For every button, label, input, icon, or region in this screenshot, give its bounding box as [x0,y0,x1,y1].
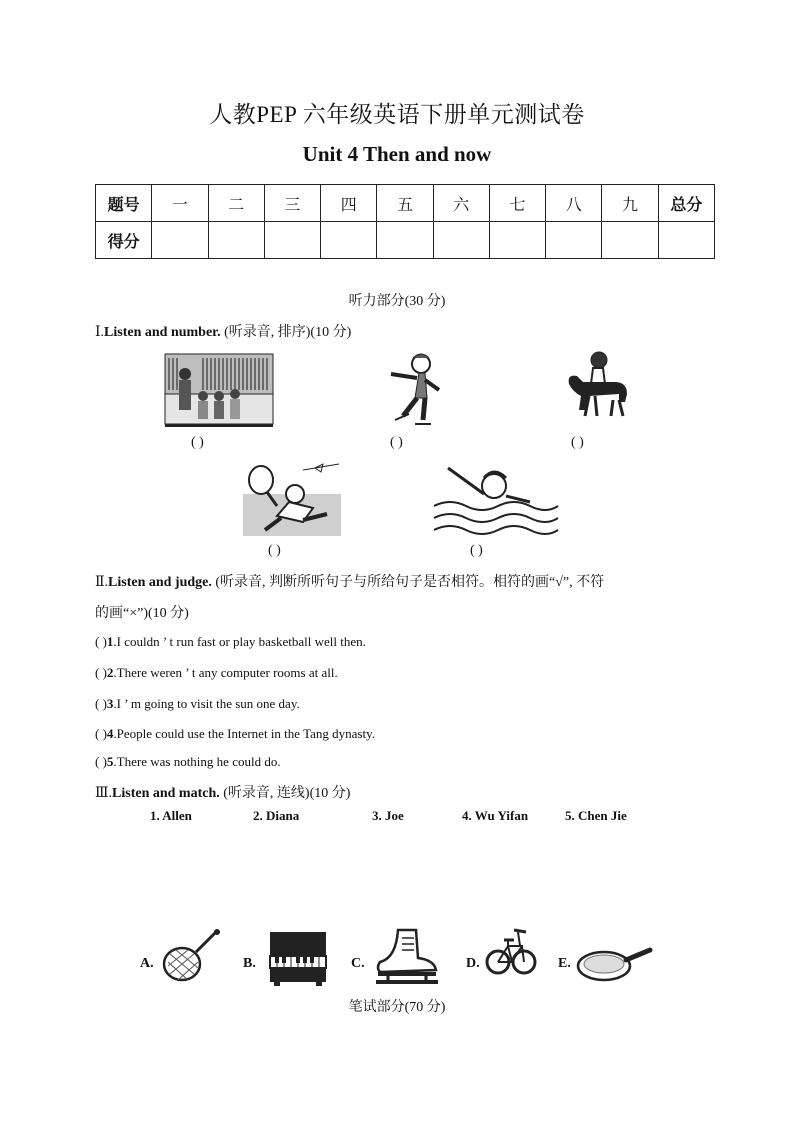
score-input-cell[interactable] [433,222,489,259]
score-table-cell: 三 [264,185,320,222]
judge-answer-blank[interactable]: ( ) [95,696,107,711]
part1-blank[interactable]: ( ) [571,435,584,450]
listening-section-heading: 听力部分(30 分) [348,294,446,309]
part2-heading [95,571,604,591]
ice-skate-icon[interactable] [372,928,442,986]
judge-sentence-number: 5 [106,754,114,769]
judge-sentence-text: .There weren ’ t any computer rooms at all. [113,665,338,680]
frying-pan-icon[interactable] [576,940,654,986]
option-label: E. [558,956,571,971]
judge-answer-blank[interactable]: ( ) [95,726,107,741]
match-name[interactable]: 4. Wu Yifan [462,808,529,823]
score-table-cell: 七 [489,185,545,222]
judge-answer-blank[interactable]: ( ) [95,754,107,769]
part2-instruction-line2: 的画“×”)(10 分) [95,606,189,621]
match-names-row [0,808,794,828]
score-table-cell: 八 [546,185,602,222]
match-name[interactable]: 1. Allen [150,808,192,823]
part1-blank[interactable]: ( ) [390,435,403,450]
judge-sentence [95,634,366,650]
option-label: D. [466,956,480,971]
judge-sentence [95,696,300,712]
score-table-header-row [96,185,715,222]
part1-heading [95,321,351,341]
bicycle-icon[interactable] [484,922,538,984]
badminton-player-icon [243,460,341,538]
option-label: C. [351,956,365,971]
part2-number: Ⅱ. [95,575,109,590]
judge-sentence-text: .I couldn ’ t run fast or play basketball well then. [113,634,366,649]
part1-title: Listen and number. [104,325,221,340]
judge-sentence [95,754,281,770]
badminton-racket-icon[interactable] [160,928,222,986]
score-table-cell: 四 [321,185,377,222]
page-subtitle: Unit 4 Then and now [302,142,492,166]
part3-instruction: (听录音, 连线)(10 分) [219,786,351,801]
score-table-cell: 总分 [658,185,714,222]
part1-instruction: (听录音, 排序)(10 分) [220,325,352,340]
judge-sentence-number: 4 [106,726,114,741]
part2-title: Listen and judge. [108,575,212,590]
judge-answer-blank[interactable]: ( ) [95,634,107,649]
written-section-heading: 笔试部分(70 分) [348,1000,446,1015]
score-input-cell[interactable] [658,222,714,259]
score-input-cell[interactable] [546,222,602,259]
part1-blank[interactable]: ( ) [191,435,204,450]
judge-sentence-number: 3 [106,696,114,711]
part1-number: Ⅰ. [95,325,105,340]
swimmer-icon [430,460,560,538]
judge-sentence [95,726,375,742]
score-table-cell: 六 [433,185,489,222]
score-input-cell[interactable] [377,222,433,259]
score-table [95,184,715,259]
match-name[interactable]: 5. Chen Jie [565,808,627,823]
score-table-cell: 二 [208,185,264,222]
score-table-cell: 一 [152,185,208,222]
part3-number: Ⅲ. [95,786,113,801]
judge-sentence-text: .I ’ m going to visit the sun one day. [113,696,300,711]
score-table-cell: 五 [377,185,433,222]
score-table-score-row [96,222,715,259]
part3-heading [95,782,350,802]
score-input-cell[interactable] [264,222,320,259]
ice-skater-icon [383,350,443,428]
match-name[interactable]: 3. Joe [372,808,404,823]
piano-icon[interactable] [266,930,330,986]
judge-answer-blank[interactable]: ( ) [95,665,107,680]
score-input-cell[interactable] [321,222,377,259]
score-input-cell[interactable] [208,222,264,259]
part1-blank[interactable]: ( ) [470,543,483,558]
match-name[interactable]: 2. Diana [253,808,300,823]
judge-sentence [95,665,338,681]
score-table-cell: 九 [602,185,658,222]
page-title: 人教PEP 六年级英语下册单元测试卷 [209,102,585,127]
option-label: B. [243,956,256,971]
score-row-label: 得分 [96,222,152,259]
part3-title: Listen and match. [112,786,220,801]
score-table-cell: 题号 [96,185,152,222]
judge-sentence-text: .People could use the Internet in the Tang dynasty. [113,726,375,741]
score-input-cell[interactable] [152,222,208,259]
judge-sentence-number: 1 [106,634,114,649]
option-label: A. [140,956,154,971]
horse-rider-icon [563,350,633,428]
judge-sentence-text: .There was nothing he could do. [113,754,281,769]
score-input-cell[interactable] [602,222,658,259]
part1-blank[interactable]: ( ) [268,543,281,558]
library-scene-icon [163,350,275,428]
part2-instruction-line1: (听录音, 判断所听句子与所给句子是否相符。相符的画“√”, 不符 [211,575,605,590]
judge-sentence-number: 2 [106,665,114,680]
score-input-cell[interactable] [489,222,545,259]
